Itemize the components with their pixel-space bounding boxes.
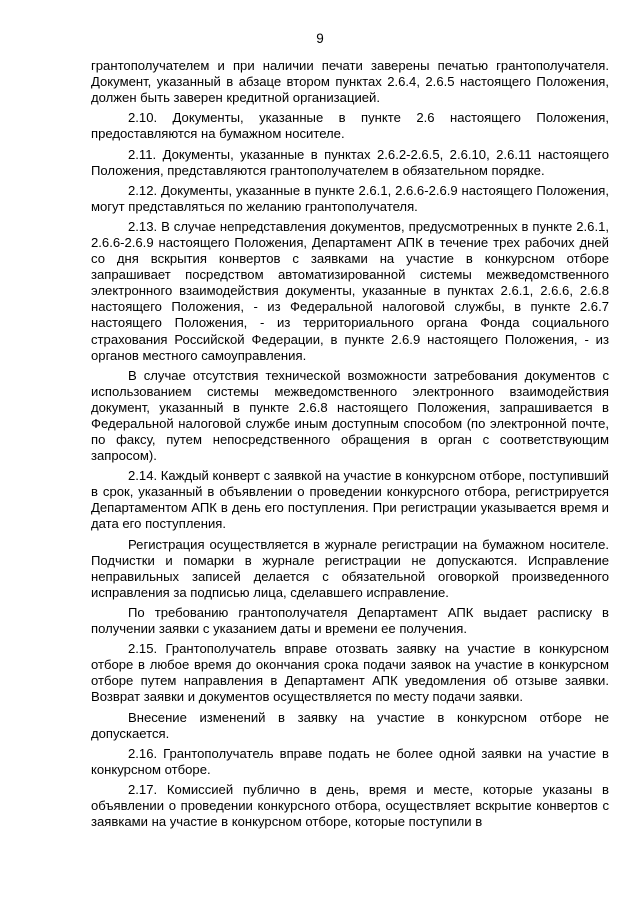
- page-number: 9: [316, 31, 324, 46]
- paragraph-2-12: 2.12. Документы, указанные в пункте 2.6.1, 2.6.6-2.6.9 настоящего Положения, могут представляться по желанию грантополучателя.: [91, 182, 609, 214]
- paragraph-2-13: 2.13. В случае непредставления документов, предусмотренных в пункте 2.6.1, 2.6.6-2.6.9 настоящего Положения, Департамент АПК в течение трех рабочих дней со дня вскрытия конвертов с заявками на участие в конкурсном отборе запрашивает посредством автоматизированной системы межведомственного электронного взаимодействия документы, указанные в пунктах 2.6.1, 2.6.6, 2.6.8 настоящего Положения, - из Федеральной налоговой службы, в пункте 2.6.7 настоящего Положения, - из территориального органа Фонда социального страхования Российской Федерации, в пункте 2.6.9 настоящего Положения, - из органов местного самоуправления.: [91, 219, 609, 363]
- document-body: [91, 58, 609, 835]
- paragraph-2-11: 2.11. Документы, указанные в пунктах 2.6.2-2.6.5, 2.6.10, 2.6.11 настоящего Положения, представляются грантополучателем в обязательном порядке.: [91, 146, 609, 178]
- paragraph-continuation: грантополучателем и при наличии печати заверены печатью грантополучателя. Документ, указанный в абзаце втором пунктах 2.6.4, 2.6.5 настоящего Положения, должен быть заверен кредитной организацией.: [91, 58, 609, 106]
- paragraph-2-17: 2.17. Комиссией публично в день, время и месте, которые указаны в объявлении о проведении конкурсного отбора, осуществляет вскрытие конвертов с заявками на участие в конкурсном отборе, которые поступили в: [91, 782, 609, 830]
- paragraph-2-13-cont: В случае отсутствия технической возможности затребования документов с использованием системы межведомственного электронного взаимодействия документ, указанный в пункте 2.6.8 настоящего Положения, запрашивается в Федеральной налоговой службе иным доступным способом (по электронной почте, по факсу, путем непосредственного обращения в орган с соответствующим запросом).: [91, 367, 609, 464]
- paragraph-2-14-registration: Регистрация осуществляется в журнале регистрации на бумажном носителе. Подчистки и помарки в журнале регистрации не допускаются. Исправление неправильных записей делается с обязательной оговоркой произведенного исправления за подписью лица, сделавшего исправление.: [91, 536, 609, 600]
- paragraph-2-14-receipt: По требованию грантополучателя Департамент АПК выдает расписку в получении заявки с указанием даты и времени ее получения.: [91, 605, 609, 637]
- paragraph-2-10: 2.10. Документы, указанные в пункте 2.6 настоящего Положения, предоставляются на бумажном носителе.: [91, 110, 609, 142]
- paragraph-2-15: 2.15. Грантополучатель вправе отозвать заявку на участие в конкурсном отборе в любое время до окончания срока подачи заявок на участие в конкурсном отборе путем направления в Департамент АПК уведомления об отзыве заявки. Возврат заявки и документов осуществляется по месту подачи заявки.: [91, 641, 609, 705]
- paragraph-2-14: 2.14. Каждый конверт с заявкой на участие в конкурсном отборе, поступивший в срок, указанный в объявлении о проведении конкурсного отбора, регистрируется Департаментом АПК в день его поступления. При регистрации указывается время и дата его поступления.: [91, 468, 609, 532]
- paragraph-2-16: 2.16. Грантополучатель вправе подать не более одной заявки на участие в конкурсном отборе.: [91, 745, 609, 777]
- paragraph-2-15-changes: Внесение изменений в заявку на участие в конкурсном отборе не допускается.: [91, 709, 609, 741]
